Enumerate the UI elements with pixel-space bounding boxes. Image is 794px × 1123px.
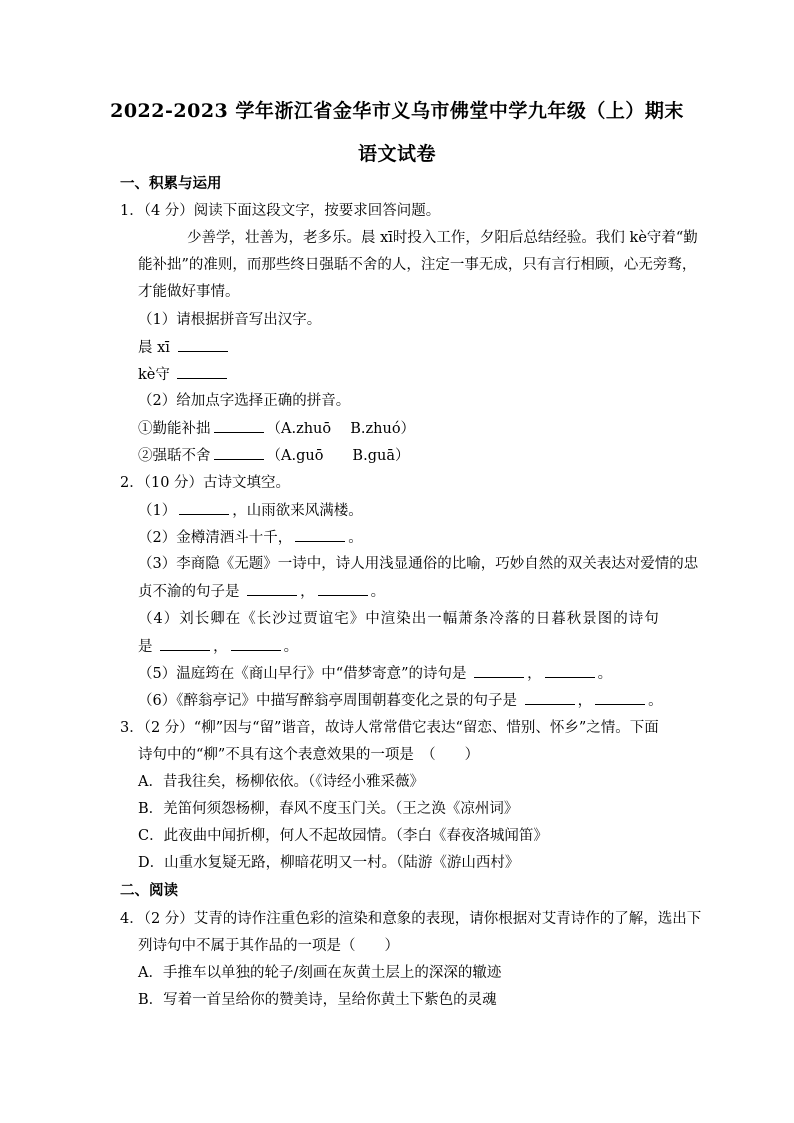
q2-item2-text: （2）金樽清酒斗十千， — [138, 530, 293, 546]
q2-item6-end: 。 — [648, 693, 663, 709]
answer-blank[interactable] — [178, 338, 228, 352]
q1-stem: 1．（4 分）阅读下面这段文字，按要求回答问题。 — [120, 203, 441, 219]
q2-item2-end: 。 — [348, 530, 363, 546]
exam-title-line1: 2022-2023 学年浙江省金华市义乌市佛堂中学九年级（上）期末 — [110, 100, 684, 122]
q3-option-a: A．昔我往矣，杨柳依依。（《诗经小雅采薇》 — [138, 774, 424, 790]
answer-blank[interactable] — [595, 691, 645, 705]
answer-blank[interactable] — [177, 365, 227, 379]
q2-item3-line2 — [138, 582, 385, 601]
q2-item3-text: 贞不渝的句子是 — [138, 584, 240, 600]
q2-item5-comma: ， — [527, 666, 542, 682]
answer-blank[interactable] — [247, 582, 297, 596]
answer-blank[interactable] — [525, 691, 575, 705]
q2-item4-comma: ， — [213, 639, 228, 655]
answer-blank[interactable] — [214, 446, 264, 460]
answer-blank[interactable] — [545, 664, 595, 678]
q2-item4-end: 。 — [283, 639, 299, 655]
q3-option-b: B．羌笛何须怨杨柳，春风不度玉门关。（王之涣《凉州词》 — [138, 801, 519, 817]
q2-item4-text: 是 — [138, 639, 153, 655]
q1-sub2b-options: （A.guō B.guā） — [266, 448, 410, 464]
q1-sub2: （2）给加点字选择正确的拼音。 — [138, 393, 351, 409]
answer-blank[interactable] — [214, 419, 264, 433]
answer-blank[interactable] — [318, 582, 368, 596]
q2-item1-text: ，山雨欲来风满楼。 — [232, 503, 363, 519]
q1-sub2a — [138, 419, 415, 438]
q4-option-b: B．写着一首呈给你的赞美诗，呈给你黄土下紫色的灵魂 — [138, 992, 497, 1008]
q2-item4-line2 — [138, 637, 298, 656]
section-heading-1: 一、积累与运用 — [120, 175, 222, 192]
exam-title-line2: 语文试卷 — [357, 143, 436, 165]
q2-item5-text: （5）温庭筠在《商山早行》中“借梦寄意”的诗句是 — [138, 666, 467, 682]
q2-item6-comma: ， — [577, 693, 593, 709]
q4-option-a: A．手推车以单独的轮子/刻画在灰黄土层上的深深的辙迹 — [138, 965, 502, 981]
q1-sub1b-label: kè守 — [138, 367, 170, 383]
q2-item6 — [138, 691, 663, 710]
answer-blank[interactable] — [474, 664, 524, 678]
q1-sub1: （1）请根据拼音写出汉字。 — [138, 312, 322, 328]
q2-item2 — [138, 528, 363, 547]
q2-item1-number: （1） — [138, 503, 177, 519]
q1-sub2b-label: ②强聒不舍 — [138, 448, 211, 464]
q3-stem-line1: 3．（2 分）“柳”因与“留”谐音，故诗人常常借它表达“留恋、惜别、怀乡”之情。下面 — [120, 720, 659, 736]
q2-item3-end: 。 — [370, 584, 386, 600]
section-heading-2: 二、阅读 — [120, 882, 178, 899]
q2-item4-line1: （4）刘长卿在《长沙过贾谊宅》中渲染出一幅萧条冷落的日暮秋景图的诗句 — [138, 611, 660, 627]
answer-blank[interactable] — [231, 637, 281, 651]
q4-stem-line2: 列诗句中不属于其作品的一项是（ ） — [138, 938, 399, 954]
answer-blank[interactable] — [160, 637, 210, 651]
answer-blank[interactable] — [295, 528, 345, 542]
q1-sub1b — [138, 365, 230, 384]
q1-passage-line3: 才能做好事情。 — [138, 284, 240, 300]
q1-sub2b — [138, 446, 409, 465]
q2-item6-text: （6）《醉翁亭记》中描写醉翁亭周围朝暮变化之景的句子是 — [138, 693, 517, 709]
q2-stem: 2．（10 分）古诗文填空。 — [120, 475, 291, 491]
q2-item3-comma: ， — [300, 584, 315, 600]
answer-blank[interactable] — [179, 501, 229, 515]
q1-sub2a-options: （A.zhuō B.zhuó） — [266, 421, 416, 437]
q1-sub1a — [138, 338, 231, 357]
q1-sub2a-label: ①勤能补拙 — [138, 421, 211, 437]
q3-option-d: D．山重水复疑无路，柳暗花明又一村。（陆游《游山西村》 — [138, 855, 520, 871]
q3-option-c: C．此夜曲中闻折柳，何人不起故园情。（李白《春夜洛城闻笛》 — [138, 828, 548, 844]
q2-item1 — [138, 501, 363, 520]
q1-passage-line2: 能补拙”的准则，而那些终日强聒不舍的人，注定一事无成，只有言行相顾，心无旁骛， — [138, 257, 697, 273]
q4-stem-line1: 4．（2 分）艾青的诗作注重色彩的渲染和意象的表现，请你根据对艾青诗作的了解，选出下 — [120, 911, 702, 927]
q1-passage-line1: 少善学，壮善为，老多乐。晨 xī时投入工作，夕阳后总结经验。我们 kè守着“勤 — [187, 230, 698, 246]
q2-item5 — [138, 664, 612, 683]
q2-item5-end: 。 — [597, 666, 613, 682]
q2-item3-line1: （3）李商隐《无题》一诗中，诗人用浅显通俗的比喻，巧妙自然的双关表达对爱情的忠 — [138, 556, 699, 572]
q3-stem-line2: 诗句中的“柳”不具有这个表意效果的一项是 （ ） — [138, 747, 480, 763]
q1-sub1a-label: 晨 xī — [138, 340, 170, 356]
